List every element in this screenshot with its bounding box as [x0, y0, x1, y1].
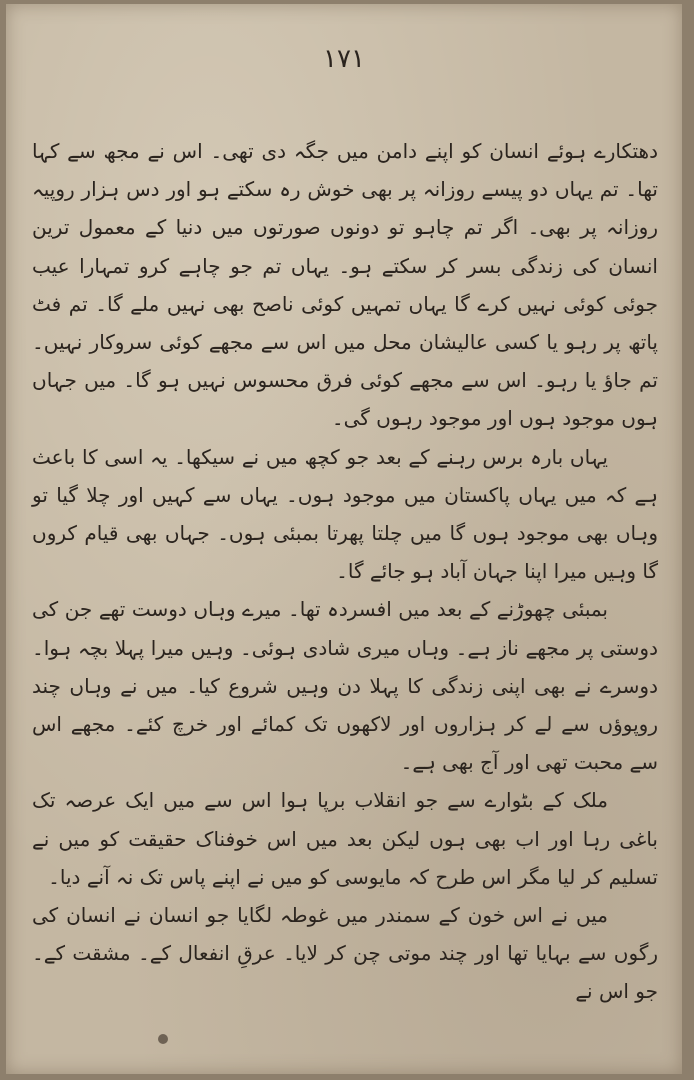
paragraph-1: دھتکارے ہوئے انسان کو اپنے دامن میں جگہ دی تھی۔ اس نے مجھ سے کہا تھا۔ تم یہاں دو پیسے روزانہ پر بھی خوش رہ سکتے ہو اور دس ہزار روپیہ روزانہ پر بھی۔ اگر تم چاہو تو دونوں صورتوں میں دنیا کے معمول ترین انسان کی زندگی بسر کر سکتے ہو۔ یہاں تم جو چاہے کرو تمہارا عیب جوئی کوئی نہیں کرے گا یہاں تمہیں کوئی ناصح بھی نہیں ملے گا۔ تم فٹ پاتھ پر رہو یا کسی عالیشان محل میں اس سے مجھے کوئی سروکار نہیں۔ تم جاؤ یا رہو۔ اس سے مجھے کوئی فرق محسوس نہیں ہو گا۔ میں جہاں ہوں موجود ہوں اور موجود رہوں گی۔	[32, 139, 658, 431]
book-page	[6, 4, 682, 1074]
ink-spot	[158, 1034, 168, 1044]
paragraph-3: بمبئی چھوڑنے کے بعد میں افسردہ تھا۔ میرے وہاں دوست تھے جن کی دوستی پر مجھے ناز ہے۔ وہاں میری شادی ہوئی۔ وہیں میرا پہلا بچہ ہوا۔ دوسرے نے بھی اپنی زندگی کا پہلا دن وہیں شروع کیا۔ میں نے وہاں چند روپوؤں سے لے کر ہزاروں اور لاکھوں تک کمائے اور خرچ کئے۔ مجھے اس سے محبت تھی اور آج بھی ہے۔	[32, 597, 658, 775]
paragraph-4: ملک کے بٹوارے سے جو انقلاب برپا ہوا اس سے میں ایک عرصہ تک باغی رہا اور اب بھی ہوں لیکن بعد میں اس خوفناک حقیقت کو میں نے تسلیم کر لیا مگر اس طرح کہ مایوسی کو میں نے اپنے پاس تک نہ آنے دیا۔	[32, 788, 658, 889]
page-number: ۱۷۱	[323, 44, 365, 74]
paragraph-5: میں نے اس خون کے سمندر میں غوطہ لگایا جو انسان نے انسان کی رگوں سے بہایا تھا اور چند موتی چن کر لایا۔ عرقِ انفعال کے۔ مشقت کے۔ جو اس نے	[32, 903, 658, 1004]
page-body-text	[32, 132, 658, 1011]
paragraph-2: یہاں بارہ برس رہنے کے بعد جو کچھ میں نے سیکھا۔ یہ اسی کا باعث ہے کہ میں یہاں پاکستان میں موجود ہوں۔ یہاں سے کہیں اور چلا گیا تو وہاں بھی موجود ہوں گا میں چلتا پھرتا بمبئی ہوں۔ جہاں بھی قیام کروں گا وہیں میرا اپنا جہان آباد ہو جائے گا۔	[32, 444, 658, 584]
